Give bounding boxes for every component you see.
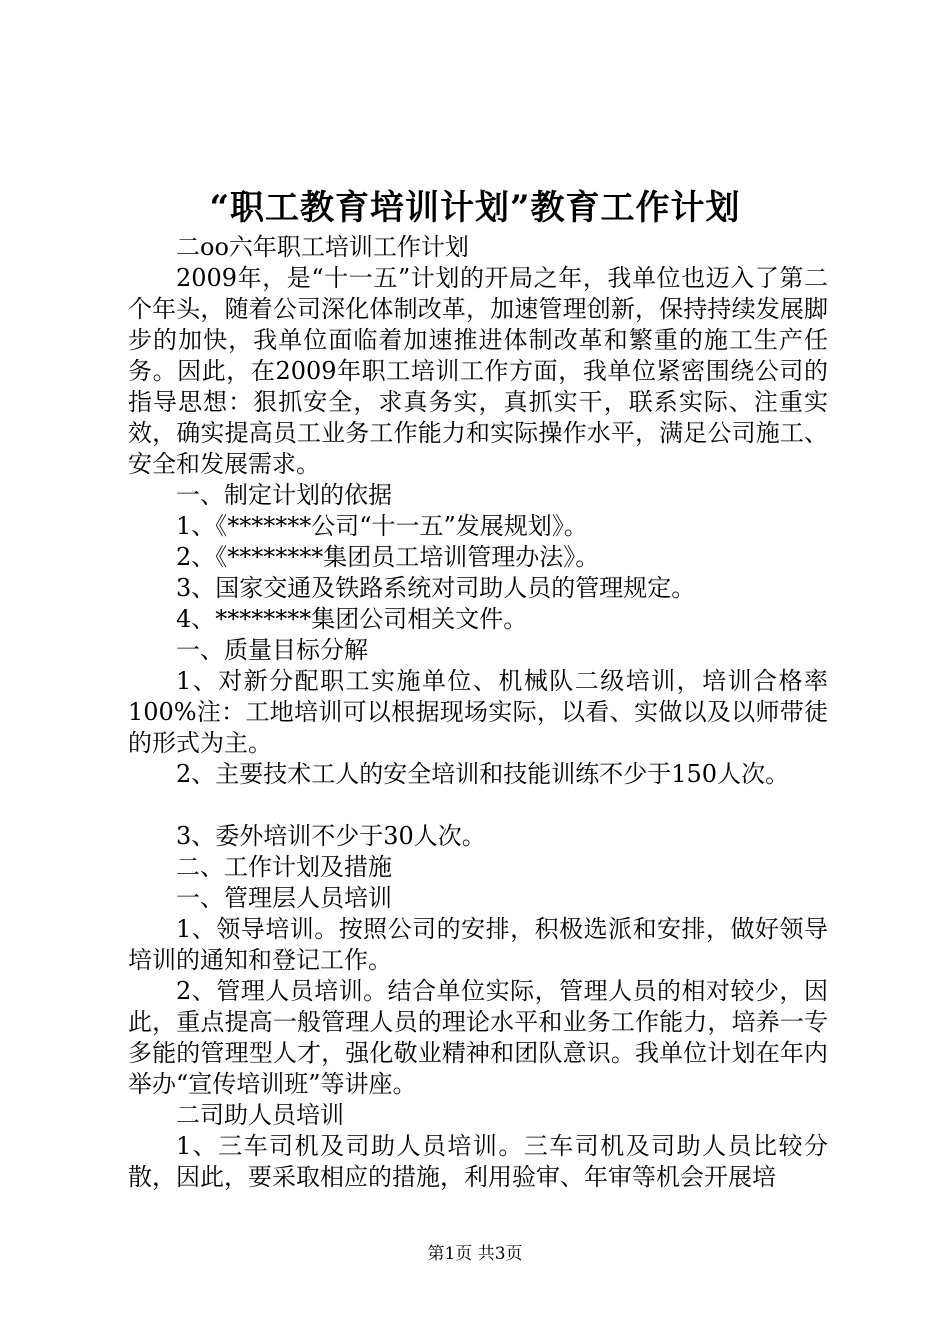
paragraph-intro: 2009年，是“十一五”计划的开局之年，我单位也迈入了第二个年头，随着公司深化体制改革，加速管理创新，保持持续发展脚步的加快，我单位面临着加速推进体制改革和繁重的施工生产任务。因此，在2009年职工培训工作方面，我单位紧密围绕公司的指导思想：狠抓安全，求真务实，真抓实干，联系实际、注重实效，确实提高员工业务工作能力和实际操作水平，满足公司施工、安全和发展需求。: [128, 264, 828, 478]
goal-item-3: 3、委外培训不少于30人次。: [176, 822, 486, 850]
basis-item-1: 1、《*******公司“十一五”发展规划》。: [176, 512, 588, 540]
basis-item-3: 3、国家交通及铁路系统对司助人员的管理规定。: [176, 574, 696, 602]
basis-item-2: 2、《********集团员工培训管理办法》。: [176, 543, 600, 571]
page-footer: 第1页 共3页: [427, 1244, 523, 1264]
blank-line: [128, 790, 828, 821]
paragraph-subtitle: 二oo六年职工培训工作计划: [176, 233, 469, 261]
basis-item-4: 4、********集团公司相关文件。: [176, 605, 528, 633]
heading-driver-training: 二司助人员培训: [176, 1101, 344, 1129]
heading-work-plan: 二、工作计划及措施: [176, 853, 392, 881]
document-title: “职工教育培训计划”教育工作计划: [209, 188, 741, 228]
document-body: [128, 232, 828, 1193]
goal-item-2: 2、主要技术工人的安全培训和技能训练不少于150人次。: [176, 760, 790, 788]
driver-item-1: 1、三车司机及司助人员培训。三车司机及司助人员比较分散，因此，要采取相应的措施，利用验审、年审等机会开展培: [128, 1132, 828, 1191]
goal-item-1: 1、对新分配职工实施单位、机械队二级培训，培训合格率100%注：工地培训可以根据现场实际，以看、实做以及以师带徒的形式为主。: [128, 667, 828, 757]
management-item-1: 1、领导培训。按照公司的安排，积极选派和安排，做好领导培训的通知和登记工作。: [128, 915, 828, 974]
management-item-2: 2、管理人员培训。结合单位实际，管理人员的相对较少，因此，重点提高一般管理人员的理论水平和业务工作能力，培养一专多能的管理型人才，强化敬业精神和团队意识。我单位计划在年内举办“宣传培训班”等讲座。: [128, 977, 828, 1098]
heading-quality-goals: 一、质量目标分解: [176, 636, 368, 664]
heading-basis: 一、制定计划的依据: [176, 481, 392, 509]
heading-management-training: 一、管理层人员培训: [176, 884, 392, 912]
